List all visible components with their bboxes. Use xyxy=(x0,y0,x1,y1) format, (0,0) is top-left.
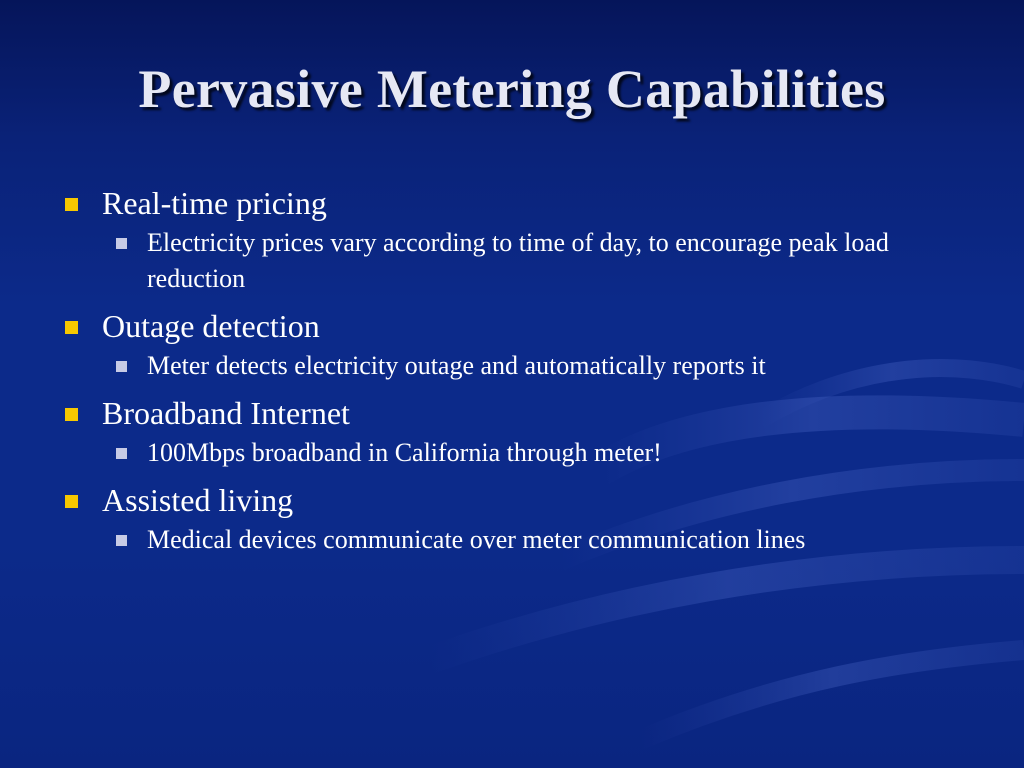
square-bullet-icon xyxy=(116,238,127,249)
bullet-text: Assisted living xyxy=(102,482,294,518)
sub-bullet-item xyxy=(147,435,964,471)
slide-title: Pervasive Metering Capabilities xyxy=(138,59,886,119)
sub-bullet-item xyxy=(147,522,964,558)
bullet-group-assisted-living xyxy=(64,480,964,558)
bullet-item xyxy=(64,480,964,520)
bullet-text: Broadband Internet xyxy=(102,395,350,431)
bullet-text: Outage detection xyxy=(102,308,320,344)
bullet-group-real-time-pricing xyxy=(64,183,964,297)
bullet-item xyxy=(64,306,964,346)
sub-bullet-text: Meter detects electricity outage and automatically reports it xyxy=(147,351,766,380)
bullet-group-broadband-internet xyxy=(64,393,964,471)
sub-bullet-item xyxy=(147,348,964,384)
square-bullet-icon xyxy=(65,408,78,421)
sub-bullet-text: Electricity prices vary according to time of day, to encourage peak load reduction xyxy=(147,228,889,293)
bullet-list xyxy=(64,183,964,567)
square-bullet-icon xyxy=(116,535,127,546)
bullet-text: Real-time pricing xyxy=(102,185,327,221)
sub-bullet-item xyxy=(147,225,964,297)
bullet-item xyxy=(64,183,964,223)
square-bullet-icon xyxy=(65,495,78,508)
square-bullet-icon xyxy=(65,321,78,334)
square-bullet-icon xyxy=(116,361,127,372)
square-bullet-icon xyxy=(65,198,78,211)
bullet-item xyxy=(64,393,964,433)
bullet-group-outage-detection xyxy=(64,306,964,384)
sub-bullet-text: 100Mbps broadband in California through meter! xyxy=(147,438,662,467)
square-bullet-icon xyxy=(116,448,127,459)
sub-bullet-text: Medical devices communicate over meter communication lines xyxy=(147,525,806,554)
